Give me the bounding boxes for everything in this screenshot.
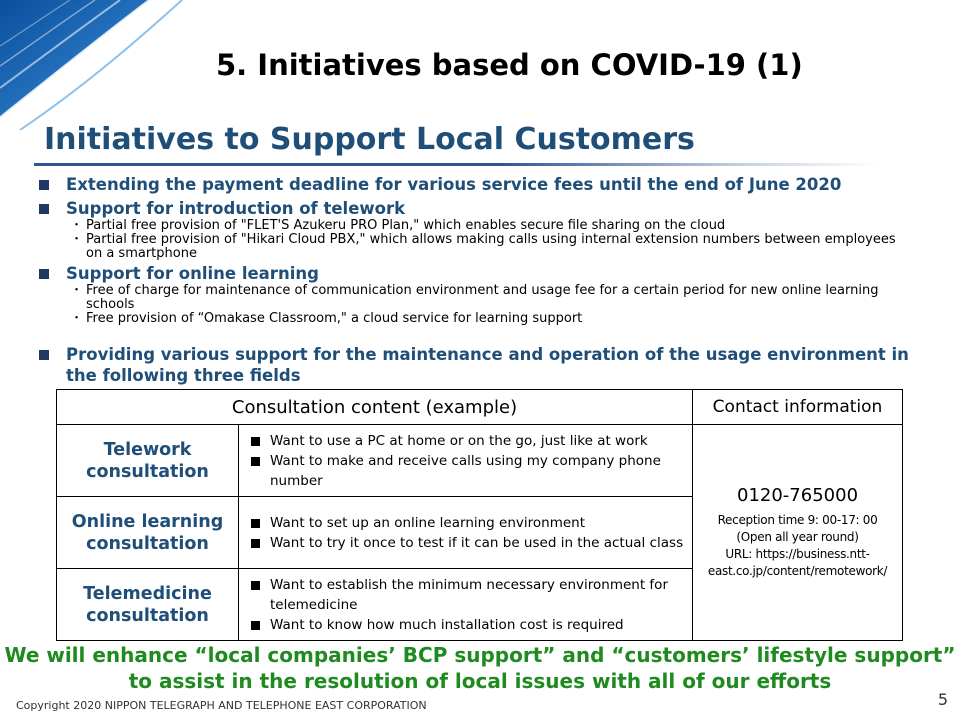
square-bullet-icon: [251, 457, 260, 466]
square-bullet-icon: [39, 350, 49, 360]
corner-decoration: [0, 0, 200, 130]
dot-bullet-icon: ・: [70, 218, 84, 233]
consultation-table: [56, 389, 903, 641]
table-row: [57, 425, 903, 497]
closing-line-2: to assist in the resolution of local issues with all of our efforts: [128, 669, 832, 693]
open-note: (Open all year round): [736, 530, 859, 544]
section-divider: [34, 163, 880, 166]
list-item: Want to make and receive calls using my company phone number: [251, 451, 686, 491]
list-item: Want to use a PC at home or on the go, just like at work: [251, 431, 686, 451]
bullet-heading: Support for online learning: [66, 264, 319, 283]
category-online-learning: Online learning consultation: [57, 497, 239, 569]
square-bullet-icon: [39, 269, 49, 279]
square-bullet-icon: [39, 204, 49, 214]
bullet-online-learning: [38, 263, 938, 326]
copyright-notice: Copyright 2020 NIPPON TELEGRAPH AND TELEPHONE EAST CORPORATION: [16, 699, 427, 712]
dot-bullet-icon: ・: [70, 283, 84, 298]
category-telemedicine: Telemedicine consultation: [57, 569, 239, 641]
square-bullet-icon: [251, 437, 260, 446]
page-number: 5: [937, 690, 948, 709]
reception-hours: Reception time 9: 00-17: 00: [717, 513, 878, 527]
bullet-heading: Extending the payment deadline for various service fees until the end of June 2020: [66, 175, 842, 194]
slide-title: 5. Initiatives based on COVID-19 (1): [216, 48, 803, 82]
bullet-heading: Support for introduction of telework: [66, 199, 406, 218]
contact-phone: 0120-765000: [737, 485, 859, 506]
header-consultation-content: Consultation content (example): [57, 390, 693, 425]
consultation-items: [239, 497, 693, 569]
square-bullet-icon: [39, 180, 49, 190]
sub-bullet: ・ Partial free provision of "Hikari Cloud PBX," which allows making calls using internal extension numbers between employees on a smartphone: [70, 232, 896, 261]
square-bullet-icon: [251, 621, 260, 630]
list-item: Want to know how much installation cost is required: [251, 615, 686, 635]
sub-bullet: ・ Free provision of “Omakase Classroom," a cloud service for learning support: [70, 311, 583, 326]
contact-information-cell: [693, 425, 903, 641]
list-item: Want to try it once to test if it can be used in the actual class: [251, 533, 686, 553]
category-telework: Telework consultation: [57, 425, 239, 497]
section-title: Initiatives to Support Local Customers: [44, 122, 695, 157]
sub-bullet: ・ Free of charge for maintenance of communication environment and usage fee for a certain period for new online learning schools: [70, 283, 879, 312]
square-bullet-icon: [251, 581, 260, 590]
consultation-items: [239, 425, 693, 497]
dot-bullet-icon: ・: [70, 232, 84, 247]
table-header-row: [57, 390, 903, 425]
list-item: Want to set up an online learning environment: [251, 513, 686, 533]
dot-bullet-icon: ・: [70, 311, 84, 326]
consultation-items: [239, 569, 693, 641]
square-bullet-icon: [251, 519, 260, 528]
bullet-payment-deadline: [38, 174, 938, 195]
square-bullet-icon: [251, 539, 260, 548]
contact-url: URL: https://business.ntt-east.co.jp/content/remotework/: [707, 547, 888, 578]
closing-statement: [0, 642, 960, 694]
closing-line-1: We will enhance “local companies’ BCP support” and “customers’ lifestyle support”: [4, 643, 956, 667]
header-contact-information: Contact information: [693, 390, 903, 425]
bullet-usage-environment: [38, 344, 938, 386]
bullet-telework: [38, 198, 938, 261]
list-item: Want to establish the minimum necessary environment for telemedicine: [251, 575, 686, 615]
bullet-heading: Providing various support for the maintenance and operation of the usage environment in the following three fields: [66, 345, 909, 385]
sub-bullet: ・ Partial free provision of "FLET'S Azukeru PRO Plan," which enables secure file sharing on the cloud: [70, 218, 726, 233]
